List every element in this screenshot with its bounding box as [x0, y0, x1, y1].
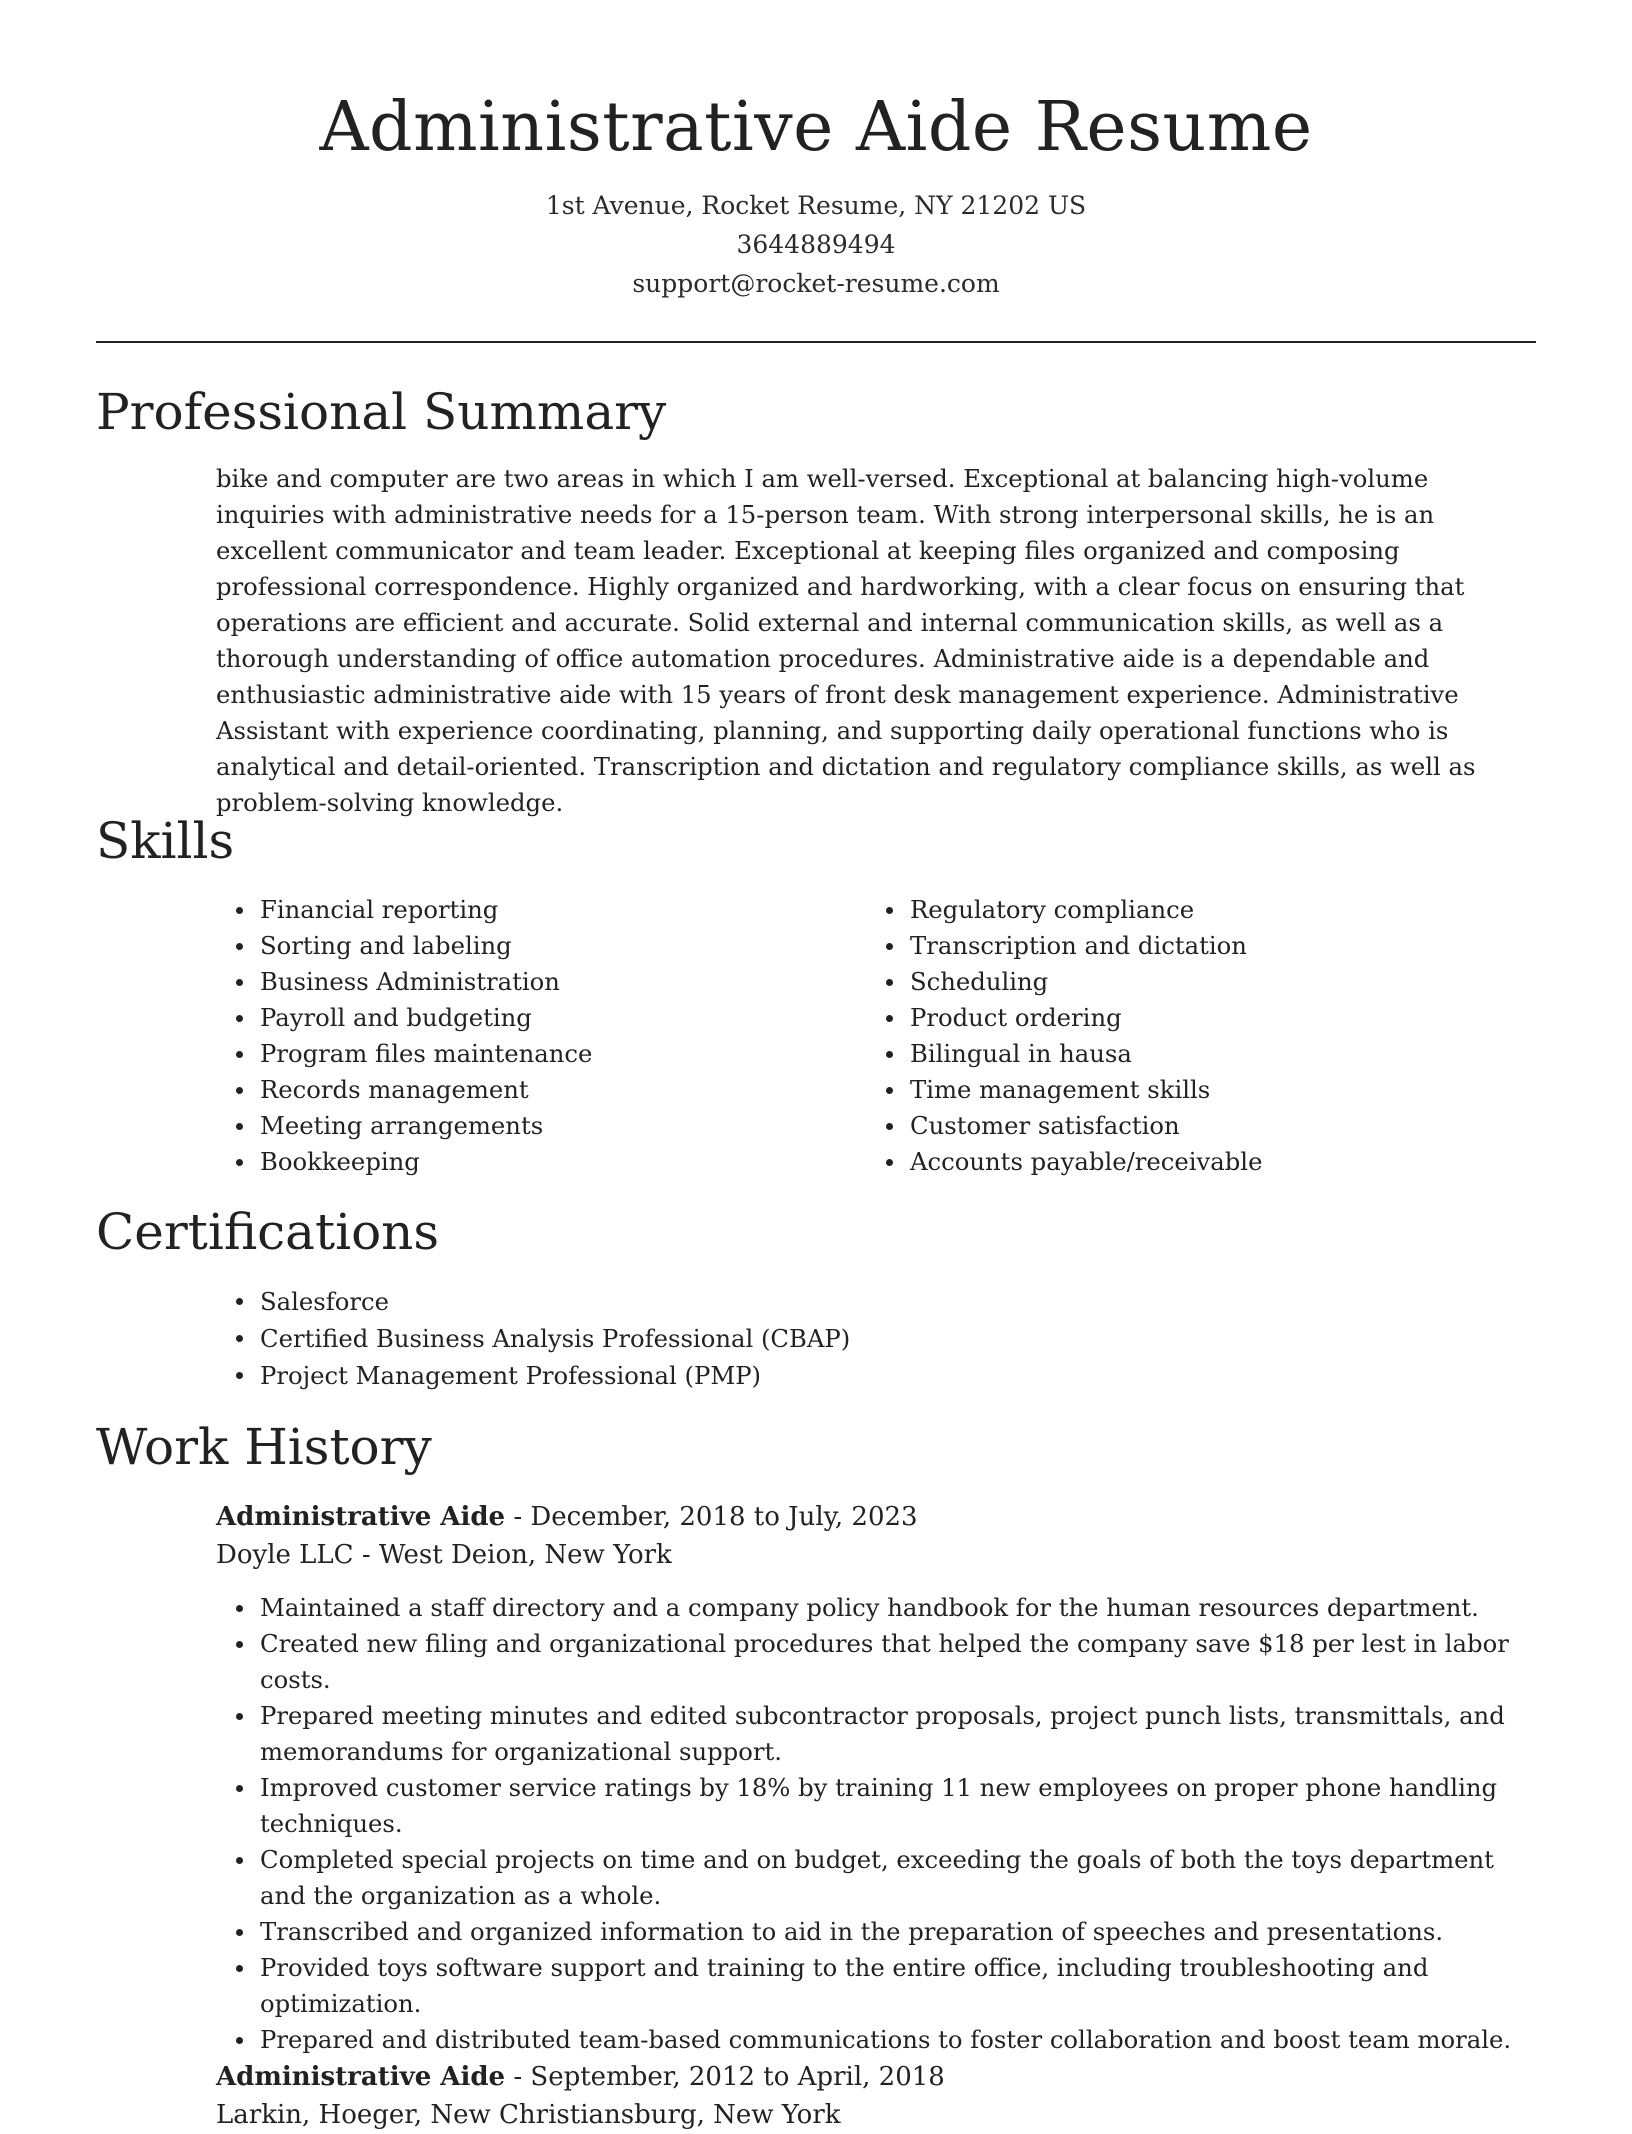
skill-item: Product ordering — [866, 1000, 1486, 1036]
resume-title: Administrative Aide Resume — [319, 88, 1313, 167]
job-entry — [216, 2058, 1542, 2134]
job-title: Administrative Aide — [216, 2062, 506, 2092]
skill-item: Bookkeeping — [216, 1144, 836, 1180]
contact-email: support@rocket-resume.com — [632, 269, 1000, 298]
skill-item: Accounts payable/receivable — [866, 1144, 1486, 1180]
skill-item: Bilingual in hausa — [866, 1036, 1486, 1072]
job-dates: - December, 2018 to July, 2023 — [505, 1502, 918, 1532]
job-duty-item: Transcribed and organized information to aid in the preparation of speeches and presentations. — [216, 1914, 1542, 1950]
job-dates: - September, 2012 to April, 2018 — [505, 2062, 945, 2092]
section-title-skills: Skills — [96, 812, 235, 870]
header-divider — [96, 341, 1536, 343]
skill-item: Financial reporting — [216, 892, 836, 928]
job-duty-item: Created new filing and organizational procedures that helped the company save $18 per lest in labor costs. — [216, 1626, 1542, 1698]
skill-item: Program files maintenance — [216, 1036, 836, 1072]
certifications-list — [216, 1283, 1516, 1394]
skill-item: Sorting and labeling — [216, 928, 836, 964]
job-heading — [216, 2058, 1542, 2096]
certification-item: Certified Business Analysis Professional (CBAP) — [216, 1320, 1516, 1357]
skills-list-left — [216, 892, 836, 1180]
skills-list-right — [866, 892, 1486, 1180]
job-duties-list — [216, 1590, 1542, 2058]
job-duty-item: Prepared meeting minutes and edited subcontractor proposals, project punch lists, transmittals, and memorandums for organizational support. — [216, 1698, 1542, 1770]
job-entry — [216, 1498, 1542, 2058]
section-title-certifications: Certifications — [96, 1203, 440, 1261]
skill-item: Time management skills — [866, 1072, 1486, 1108]
job-duty-item: Improved customer service ratings by 18% by training 11 new employees on proper phone handling techniques. — [216, 1770, 1542, 1842]
job-company: Doyle LLC - West Deion, New York — [216, 1540, 672, 1570]
skill-item: Scheduling — [866, 964, 1486, 1000]
contact-phone: 3644889494 — [736, 230, 896, 259]
contact-block — [96, 186, 1536, 303]
job-heading — [216, 1498, 1542, 1536]
job-duty-item: Provided toys software support and training to the entire office, including troubleshooting and optimization. — [216, 1950, 1542, 2022]
skill-item: Payroll and budgeting — [216, 1000, 836, 1036]
certification-item: Salesforce — [216, 1283, 1516, 1320]
skill-item: Transcription and dictation — [866, 928, 1486, 964]
skill-item: Records management — [216, 1072, 836, 1108]
job-company: Larkin, Hoeger, New Christiansburg, New York — [216, 2100, 841, 2130]
contact-address: 1st Avenue, Rocket Resume, NY 21202 US — [545, 191, 1087, 220]
skill-item: Regulatory compliance — [866, 892, 1486, 928]
skill-item: Customer satisfaction — [866, 1108, 1486, 1144]
job-duty-item: Completed special projects on time and on budget, exceeding the goals of both the toys department and the organization as a whole. — [216, 1842, 1542, 1914]
skill-item: Business Administration — [216, 964, 836, 1000]
job-duty-item: Prepared and distributed team-based communications to foster collaboration and boost team morale. — [216, 2022, 1542, 2058]
certification-item: Project Management Professional (PMP) — [216, 1357, 1516, 1394]
job-title: Administrative Aide — [216, 1502, 506, 1532]
section-title-summary: Professional Summary — [96, 383, 667, 441]
summary-paragraph: bike and computer are two areas in which I am well-versed. Exceptional at balancing high-volume inquiries with administrative needs for a 15-person team. With strong interpersonal skills, he is an excellent communicator and team leader. Exceptional at keeping files organized and composing professional correspondence. Highly organized and hardworking, with a clear focus on ensuring that operations are efficient and accurate. Solid external and internal communication skills, as well as a thorough understanding of office automation procedures. Administrative aide is a dependable and enthusiastic administrative aide with 15 years of front desk management experience. Administrative Assistant with experience coordinating, planning, and supporting daily operational functions who is analytical and detail-oriented. Transcription and dictation and regulatory compliance skills, as well as problem-solving knowledge. — [216, 464, 1476, 817]
section-title-work-history: Work History — [96, 1418, 432, 1476]
skill-item: Meeting arrangements — [216, 1108, 836, 1144]
job-duty-item: Maintained a staff directory and a company policy handbook for the human resources department. — [216, 1590, 1542, 1626]
resume-header — [96, 84, 1536, 303]
